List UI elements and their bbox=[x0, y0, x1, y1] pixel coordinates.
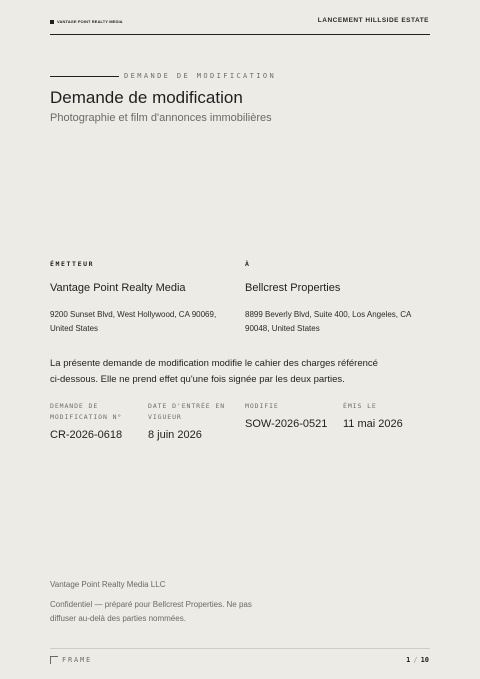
page-separator: / bbox=[413, 656, 418, 664]
issued-date-label: ÉMIS LE bbox=[343, 402, 377, 410]
issuer-address: 9200 Sunset Blvd, West Hollywood, CA 90069, United States bbox=[50, 310, 217, 333]
header-divider bbox=[50, 34, 430, 35]
recipient-name: Bellcrest Properties bbox=[245, 282, 341, 294]
brand-square-icon bbox=[50, 20, 54, 24]
amends-value: SOW-2026-0521 bbox=[245, 418, 328, 430]
effective-date-label: DATE D'ENTRÉE EN VIGUEUR bbox=[148, 402, 226, 421]
intro-paragraph: La présente demande de modification modifie le cahier des charges référencé ci-dessous. Elle ne prend effet qu'une fois signée par les deux parties. bbox=[50, 358, 378, 385]
page-total: 10 bbox=[420, 656, 429, 664]
amends-label: MODIFIE bbox=[245, 402, 279, 410]
eyebrow-rule bbox=[50, 76, 119, 77]
issuer-label: ÉMETTEUR bbox=[50, 260, 95, 268]
page-indicator bbox=[406, 656, 429, 664]
footer-company: Vantage Point Realty Media LLC bbox=[50, 580, 166, 589]
issued-date-value: 11 mai 2026 bbox=[343, 418, 403, 430]
change-request-number-label: DEMANDE DE MODIFICATION N° bbox=[50, 402, 123, 421]
change-request-number-value: CR-2026-0618 bbox=[50, 429, 123, 441]
recipient-label: À bbox=[245, 260, 251, 268]
effective-date-value: 8 juin 2026 bbox=[148, 429, 202, 441]
header-project: LANCEMENT HILLSIDE ESTATE bbox=[317, 17, 429, 24]
header-brand bbox=[50, 19, 123, 24]
recipient-address: 8899 Beverly Blvd, Suite 400, Los Angeles, CA 90048, United States bbox=[245, 310, 411, 333]
header-brand-text: VANTAGE POINT REALTY MEDIA bbox=[57, 19, 123, 24]
frame-label: FRAME bbox=[62, 656, 93, 664]
footer-divider bbox=[50, 648, 430, 649]
eyebrow-label: DEMANDE DE MODIFICATION bbox=[124, 72, 277, 80]
frame-corner-icon bbox=[50, 656, 58, 664]
page-subtitle: Photographie et film d'annonces immobilières bbox=[50, 112, 272, 124]
page-title: Demande de modification bbox=[50, 88, 243, 107]
issuer-name: Vantage Point Realty Media bbox=[50, 282, 186, 294]
footer-confidential: Confidentiel — préparé pour Bellcrest Properties. Ne pas diffuser au-delà des parties nommées. bbox=[50, 600, 252, 623]
page-current: 1 bbox=[406, 656, 411, 664]
